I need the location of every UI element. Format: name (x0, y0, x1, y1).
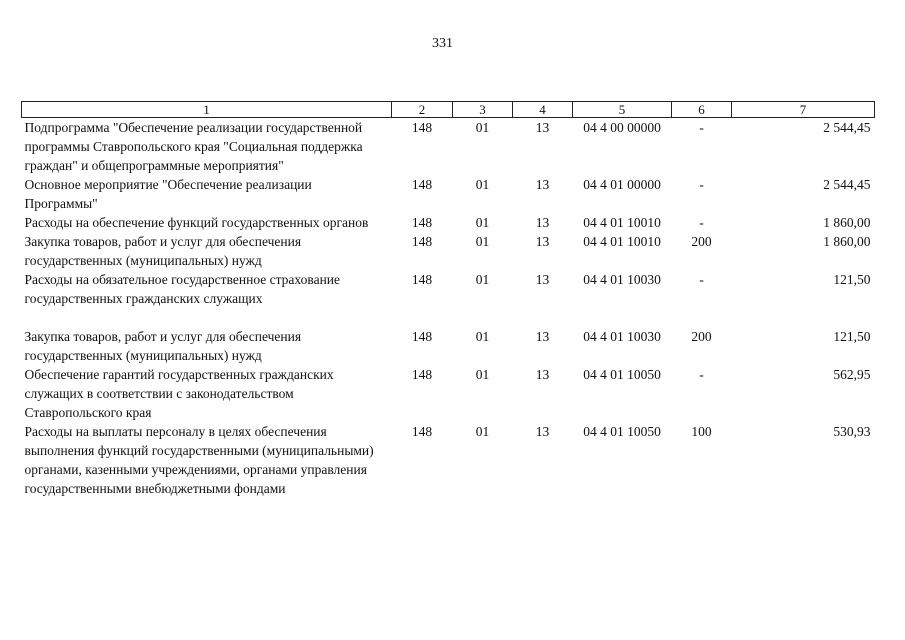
cell-ministry: 148 (411, 329, 433, 344)
page-number: 331 (432, 36, 453, 51)
cell-ministry: 148 (411, 215, 433, 230)
cell-ministry: 148 (411, 177, 433, 192)
table-header-row (22, 102, 875, 118)
column-header: 6 (672, 102, 732, 118)
table-row (22, 232, 875, 270)
spacer-row (22, 308, 875, 327)
column-header: 5 (573, 102, 672, 118)
cell-target-article: 04 4 01 10010 (583, 234, 661, 249)
row-name: Закупка товаров, работ и услуг для обеспечения государственных (муниципальных) нужд (24, 329, 302, 363)
cell-amount: 121,50 (833, 272, 871, 287)
cell-target-article: 04 4 01 10050 (583, 367, 661, 382)
cell-expense-type: - (699, 367, 704, 382)
table-row (22, 422, 875, 498)
table-row (22, 270, 875, 308)
row-name: Закупка товаров, работ и услуг для обеспечения государственных (муниципальных) нужд (24, 234, 302, 268)
cell-amount: 530,93 (833, 424, 871, 439)
row-name: Подпрограмма "Обеспечение реализации государственной программы Ставропольского края "Социальная поддержка граждан" и общепрограммные мероприятия" (24, 120, 363, 173)
cell-ministry: 148 (411, 424, 433, 439)
spacer-cell (22, 308, 875, 327)
cell-section: 01 (475, 367, 490, 382)
cell-target-article: 04 4 00 00000 (583, 120, 661, 135)
budget-table (21, 101, 875, 498)
cell-ministry: 148 (411, 272, 433, 287)
cell-amount: 121,50 (833, 329, 871, 344)
cell-target-article: 04 4 01 10030 (583, 329, 661, 344)
cell-section: 01 (475, 177, 490, 192)
table-row (22, 213, 875, 232)
cell-expense-type: 100 (691, 424, 712, 439)
cell-amount: 562,95 (833, 367, 871, 382)
cell-ministry: 148 (411, 120, 433, 135)
cell-amount: 1 860,00 (823, 234, 871, 249)
cell-section: 01 (475, 424, 490, 439)
cell-target-article: 04 4 01 10030 (583, 272, 661, 287)
row-name: Расходы на обеспечение функций государственных органов (24, 215, 369, 230)
column-header: 1 (22, 102, 392, 118)
table-row (22, 175, 875, 213)
cell-expense-type: 200 (691, 234, 712, 249)
table-row (22, 365, 875, 422)
column-header: 7 (732, 102, 875, 118)
cell-ministry: 148 (411, 367, 433, 382)
cell-subsection: 13 (535, 424, 550, 439)
cell-subsection: 13 (535, 120, 550, 135)
column-header: 2 (392, 102, 453, 118)
column-header: 4 (513, 102, 573, 118)
table-row (22, 327, 875, 365)
cell-section: 01 (475, 272, 490, 287)
cell-target-article: 04 4 01 10010 (583, 215, 661, 230)
cell-section: 01 (475, 329, 490, 344)
row-name: Обеспечение гарантий государственных гражданских служащих в соответствии с законодательством Ставропольского края (24, 367, 334, 420)
column-header: 3 (453, 102, 513, 118)
cell-subsection: 13 (535, 272, 550, 287)
row-name: Основное мероприятие "Обеспечение реализации Программы" (24, 177, 312, 211)
cell-section: 01 (475, 120, 490, 135)
cell-expense-type: 200 (691, 329, 712, 344)
cell-subsection: 13 (535, 234, 550, 249)
cell-expense-type: - (699, 215, 704, 230)
table-row (22, 118, 875, 176)
cell-amount: 2 544,45 (823, 177, 871, 192)
cell-section: 01 (475, 234, 490, 249)
cell-subsection: 13 (535, 215, 550, 230)
cell-target-article: 04 4 01 00000 (583, 177, 661, 192)
row-name: Расходы на выплаты персоналу в целях обеспечения выполнения функций государственными (муниципальными) органами, казенными учреждениями, органами управления государственными внебюджетными фондами (24, 424, 374, 496)
cell-amount: 2 544,45 (823, 120, 871, 135)
cell-target-article: 04 4 01 10050 (583, 424, 661, 439)
cell-section: 01 (475, 215, 490, 230)
cell-expense-type: - (699, 272, 704, 287)
cell-expense-type: - (699, 120, 704, 135)
cell-ministry: 148 (411, 234, 433, 249)
row-name: Расходы на обязательное государственное страхование государственных гражданских служащих (24, 272, 341, 306)
cell-subsection: 13 (535, 329, 550, 344)
cell-subsection: 13 (535, 177, 550, 192)
cell-subsection: 13 (535, 367, 550, 382)
cell-amount: 1 860,00 (823, 215, 871, 230)
cell-expense-type: - (699, 177, 704, 192)
